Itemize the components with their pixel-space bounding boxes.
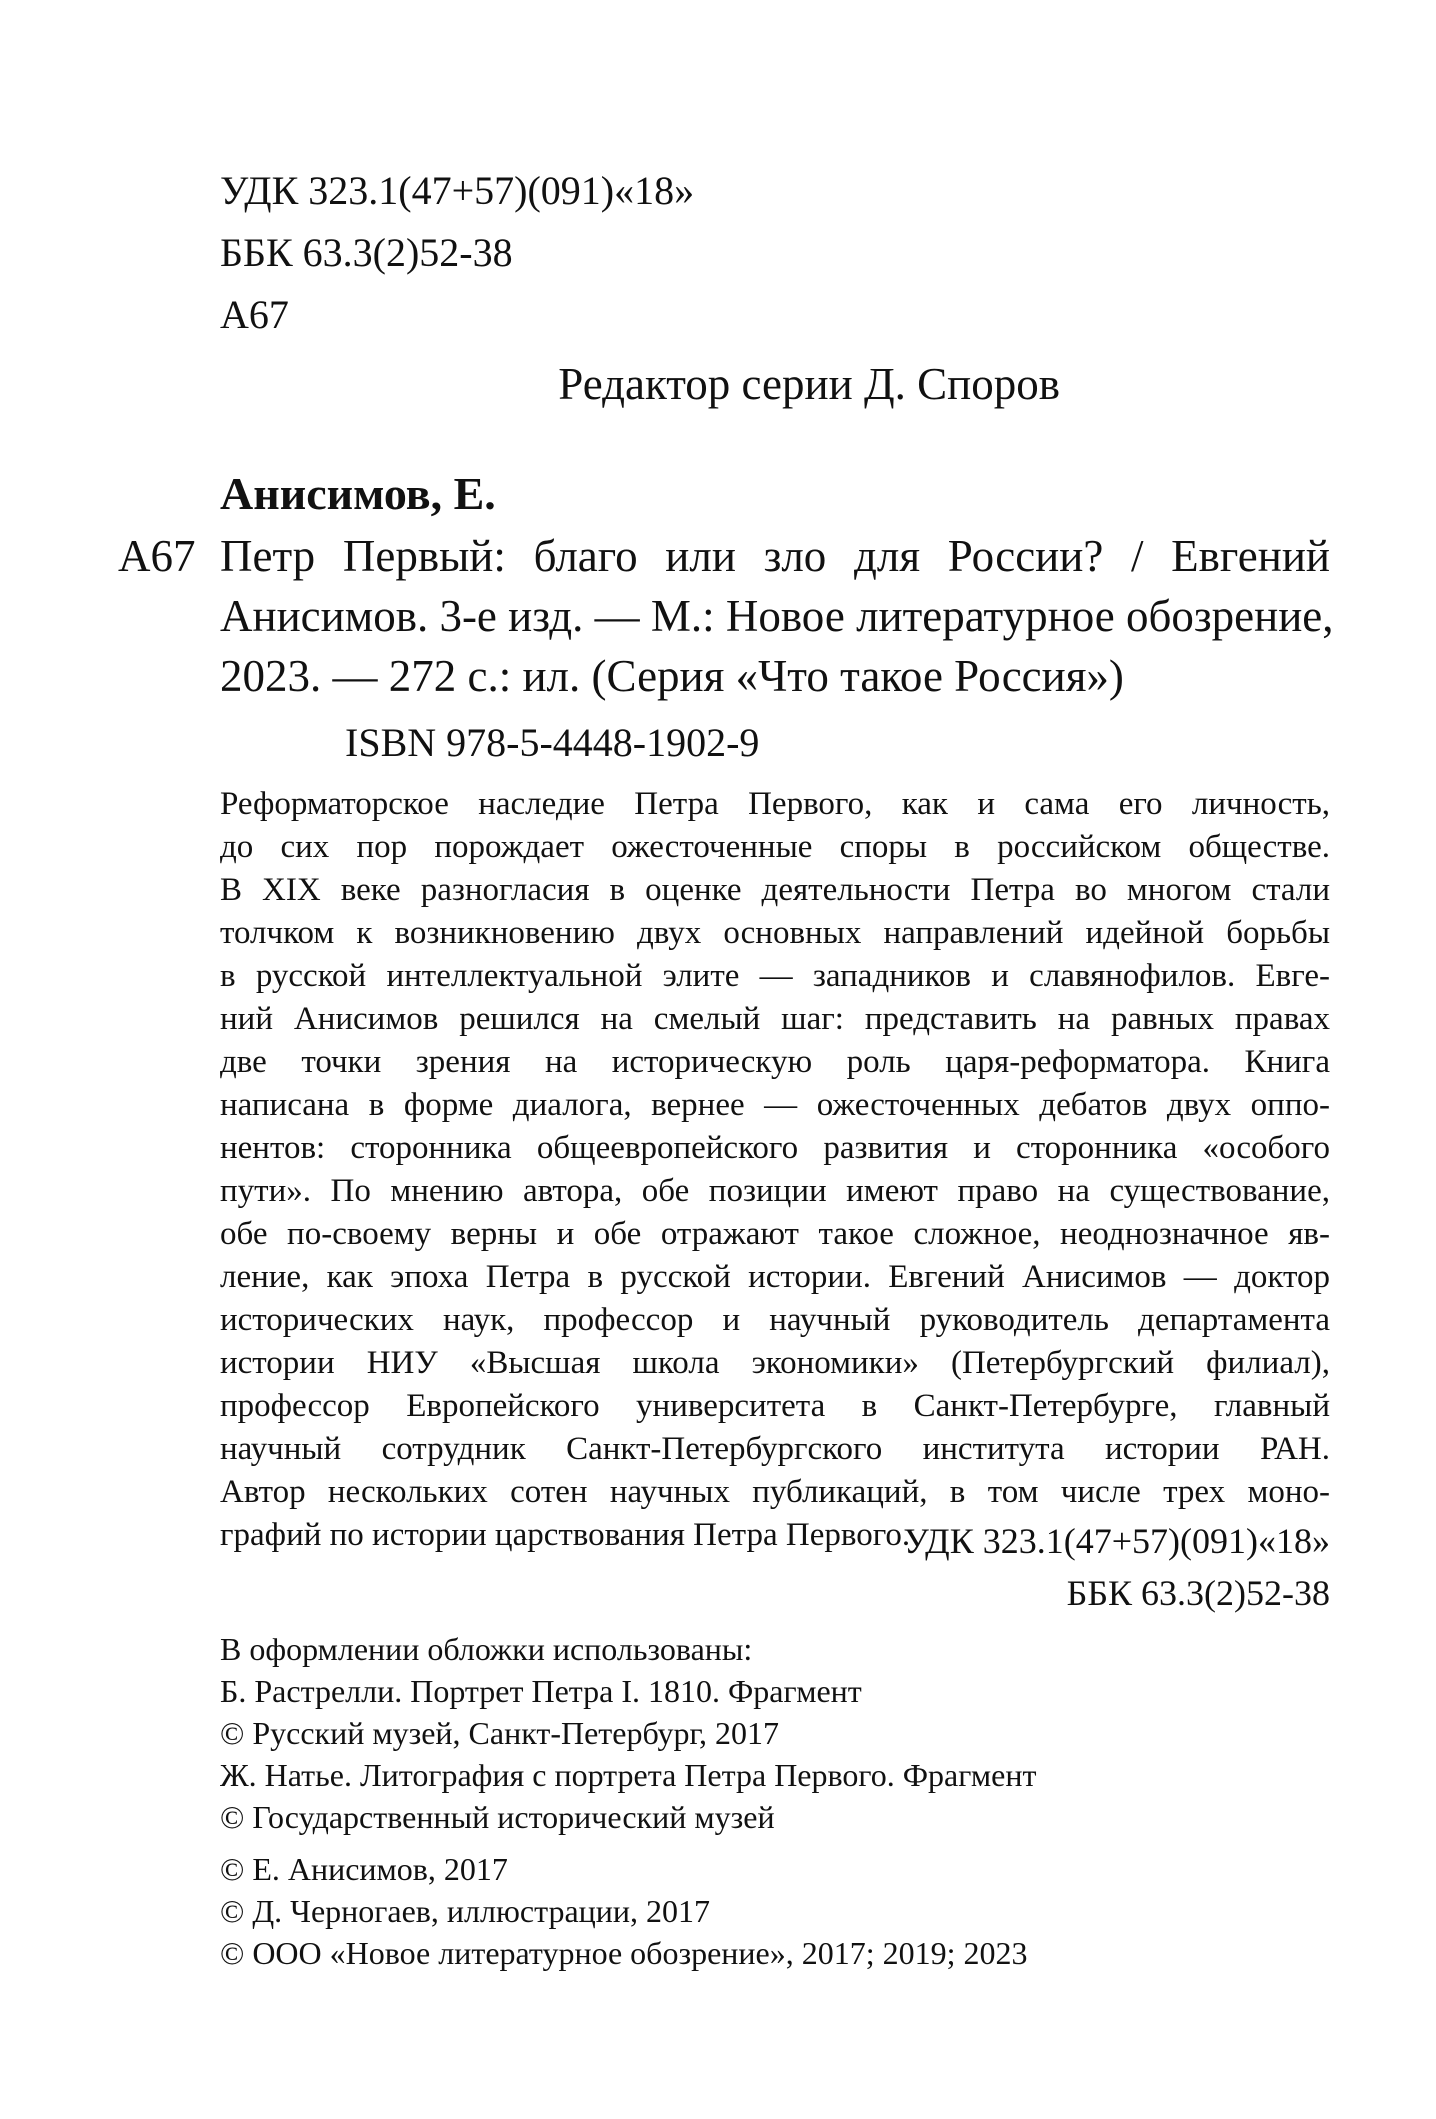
author-heading: Анисимов, Е. (220, 468, 496, 519)
udk-code: УДК 323.1(47+57)(091)«18» (220, 168, 695, 213)
cover-credit-line: Б. Растрелли. Портрет Петра I. 1810. Фрагмент (220, 1673, 862, 1709)
annotation-line: в русской интеллектуальной элите — западников и славянофилов. Евге- (220, 958, 1330, 994)
catalog-code: А67 (118, 531, 196, 581)
annotation-line: профессор Европейского университета в Санкт-Петербурге, главный (220, 1388, 1330, 1424)
cover-credit-line: © Русский музей, Санкт-Петербург, 2017 (220, 1715, 780, 1751)
cover-credit-line: © Государственный исторический музей (220, 1799, 775, 1835)
isbn: ISBN 978-5-4448-1902-9 (345, 720, 760, 765)
annotation-line: ление, как эпоха Петра в русской истории. Евгений Анисимов — доктор (220, 1259, 1330, 1295)
copyright-line: © ООО «Новое литературное обозрение», 2017; 2019; 2023 (220, 1935, 1028, 1971)
cover-credit-line: Ж. Натье. Литография с портрета Петра Первого. Фрагмент (220, 1757, 1037, 1793)
bibliographic-description (220, 526, 1334, 706)
annotation-line: истории НИУ «Высшая школа экономики» (Петербургский филиал), (220, 1345, 1330, 1381)
bbk-code: ББК 63.3(2)52-38 (220, 230, 513, 275)
annotation-line: пути». По мнению автора, обе позиции имеют право на существование, (220, 1173, 1330, 1209)
cover-credit-line: В оформлении обложки использованы: (220, 1631, 753, 1667)
annotation-line: графий по истории царствования Петра Первого. (220, 1517, 911, 1553)
annotation-line: написана в форме диалога, вернее — ожесточенных дебатов двух оппо- (220, 1087, 1330, 1123)
annotation-line: Реформаторское наследие Петра Первого, как и сама его личность, (220, 786, 1330, 822)
annotation-line: нентов: сторонника общеевропейского развития и сторонника «особого (220, 1130, 1330, 1166)
bib-line: 2023. — 272 с.: ил. (Серия «Что такое Россия») (220, 651, 1124, 701)
copyright-line: © Д. Черногаев, иллюстрации, 2017 (220, 1893, 711, 1929)
copyright-line: © Е. Анисимов, 2017 (220, 1851, 508, 1887)
annotation-line: две точки зрения на историческую роль царя-реформатора. Книга (220, 1044, 1330, 1080)
footer-bbk-code: ББК 63.3(2)52-38 (1066, 1573, 1330, 1613)
annotation-line: В XIX веке разногласия в оценке деятельности Петра во многом стали (220, 872, 1330, 908)
annotation-line: ний Анисимов решился на смелый шаг: представить на равных правах (220, 1001, 1330, 1037)
annotation-line: научный сотрудник Санкт-Петербургского института истории РАН. (220, 1431, 1330, 1467)
footer-udk-code: УДК 323.1(47+57)(091)«18» (903, 1521, 1330, 1561)
series-editor: Редактор серии Д. Споров (558, 359, 1060, 409)
annotation-line: толчком к возникновению двух основных направлений идейной борьбы (220, 915, 1330, 951)
annotation-line: Автор нескольких сотен научных публикаций, в том числе трех моно- (220, 1474, 1330, 1510)
annotation-line: обе по-своему верны и обе отражают такое сложное, неоднозначное яв- (220, 1216, 1330, 1252)
bib-line: Петр Первый: благо или зло для России? / Евгений (220, 531, 1330, 581)
annotation (220, 783, 1330, 1557)
classification-codes (220, 160, 1330, 346)
annotation-line: до сих пор порождает ожесточенные споры в российском обществе. (220, 829, 1330, 865)
author-mark: А67 (220, 292, 289, 337)
footer-classification-codes (220, 1515, 1330, 1619)
annotation-line: исторических наук, профессор и научный руководитель департамента (220, 1302, 1330, 1338)
cover-credits (220, 1628, 1330, 1838)
bib-line: Анисимов. 3-е изд. — М.: Новое литературное обозрение, (220, 591, 1334, 641)
copyright-notices (220, 1848, 1330, 1974)
